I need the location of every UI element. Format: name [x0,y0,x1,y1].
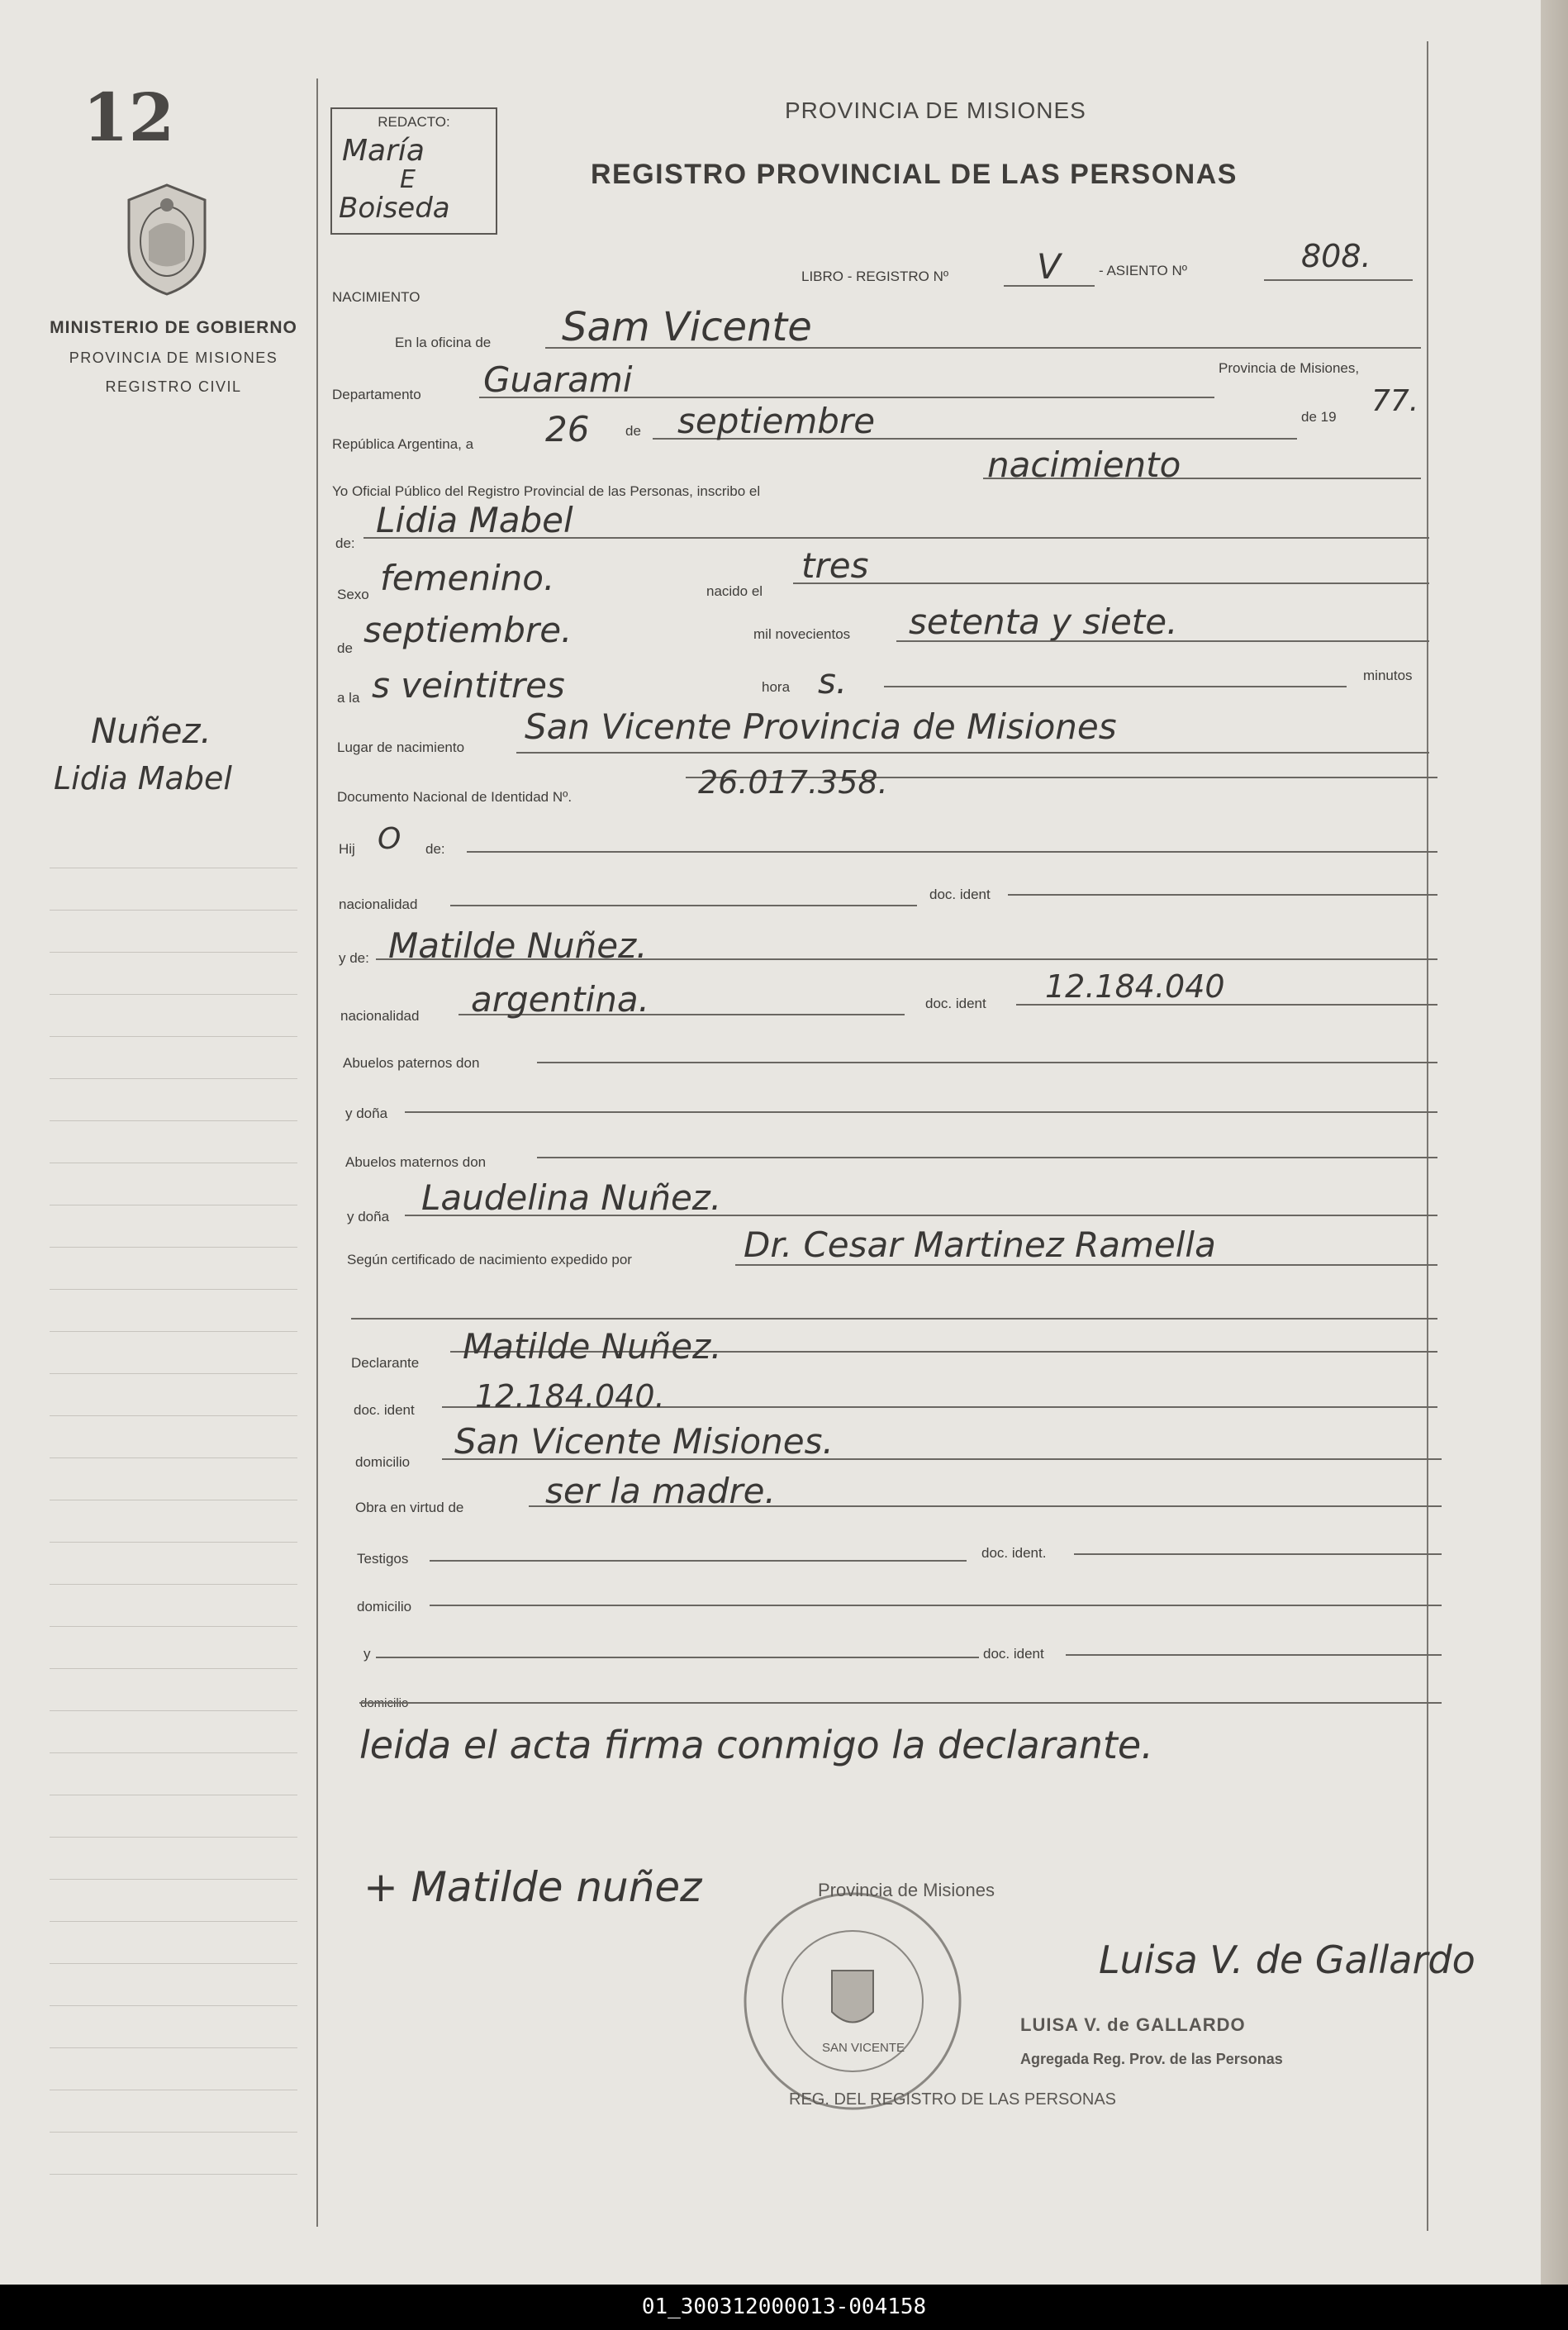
coat-of-arms-icon [124,182,211,297]
sexo-label: Sexo [337,587,369,602]
docident5-line [1066,1654,1442,1656]
hora-label: hora [762,679,791,695]
name-value: Lidia Mabel [376,500,573,540]
lugar-value: San Vicente Provincia de Misiones [525,706,1117,747]
domicilio2-line [430,1605,1442,1606]
redacto-name-1: María [342,134,425,168]
asiento-value: 808. [1301,238,1371,274]
obra-label: Obra en virtud de [355,1500,464,1515]
y-label: y [363,1646,371,1662]
ydona1-label: y doña [345,1106,388,1121]
page-edge [1541,0,1568,2285]
official-signature: Luisa V. de Gallardo [1099,1938,1475,1982]
docident4-label: doc. ident. [981,1545,1047,1561]
docident1-line [1008,894,1437,896]
prov-label: Provincia de Misiones, [1219,360,1360,376]
mil-value: setenta y siete. [909,602,1178,642]
redacto-name-2: E [400,165,416,194]
docident2-label: doc. ident [925,996,986,1011]
province-name: PROVINCIA DE MISIONES [69,350,278,366]
redacto-name-3: Boiseda [339,192,450,225]
stamp-inner-text: REG. DEL REGISTRO DE LAS PERSONAS [789,2090,1117,2109]
nac1-line [450,905,917,906]
docident2-value: 12.184.040 [1045,968,1225,1005]
nacido-line [793,582,1429,584]
hijo-line [467,851,1437,853]
declarant-signature: + Matilde nuñez [363,1863,702,1911]
domicilio-value: San Vicente Misiones. [454,1421,834,1462]
dni-label: Documento Nacional de Identidad Nº. [337,789,573,805]
hijo-de-label: de: [425,841,445,857]
dni-value: 26.017.358. [698,764,888,801]
stamp-outer-text: Provincia de Misiones [818,1880,995,1900]
hora-value: s. [818,661,848,701]
ydona2-label: y doña [347,1209,390,1224]
year-label: de 19 [1301,409,1337,425]
abp-label: Abuelos paternos don [343,1055,480,1071]
office-label: En la oficina de [395,335,492,350]
right-margin-rule [1427,41,1428,2231]
office-value: Sam Vicente [562,304,812,350]
asiento-line [1264,279,1413,281]
docident3-label: doc. ident [354,1402,415,1418]
nac2-label: nacionalidad [340,1008,420,1024]
name-label: de: [335,535,355,551]
mother-value: Matilde Nuñez. [388,925,648,966]
cert-value: Dr. Cesar Martinez Ramella [744,1224,1216,1265]
registry-stamp-icon [739,1888,967,2115]
domicilio2-label: domicilio [357,1599,412,1614]
margin-note-surname: Nuñez. [91,711,211,751]
dept-value: Guarami [483,359,633,400]
alas-value: s veintitres [372,665,565,706]
de-label: de [625,423,641,439]
ministry-block [50,318,297,396]
stamp-center-text: SAN VICENTE [822,2041,905,2055]
image-code: 01_300312000013-004158 [0,2285,1568,2330]
lugar-label: Lugar de nacimiento [337,739,465,755]
margin-ruled-lines [50,826,297,2190]
asiento-label: - ASIENTO Nº [1099,263,1187,278]
registry-title: REGISTRO PROVINCIAL DE LAS PERSONAS [591,159,1238,190]
nacido-label: nacido el [706,583,763,599]
nac2-value: argentina. [471,979,649,1020]
nacido-value: tres [801,545,869,586]
declarante-label: Declarante [351,1355,420,1371]
abp-line [537,1062,1437,1063]
lugar-line [516,752,1429,754]
docident3-value: 12.184.040. [475,1378,665,1415]
hora-line [884,686,1347,687]
province-title: PROVINCIA DE MISIONES [785,97,1086,123]
alas-label: a la [337,690,360,706]
redacto-label: REDACTO: [378,114,450,130]
oficial-value: nacimiento [987,445,1181,485]
obra-value: ser la madre. [545,1471,776,1511]
testigos-label: Testigos [357,1551,409,1567]
testigos-line [430,1560,967,1562]
rep-label: República Argentina, a [332,436,474,452]
abm-line [537,1157,1437,1158]
sexo-value: femenino. [380,558,555,598]
redacto-box [330,107,497,235]
mother-label: y de: [339,950,369,966]
left-margin-rule [316,78,318,2227]
ministry-name: MINISTERIO DE GOBIERNO [50,318,297,337]
libro-label: LIBRO - REGISTRO Nº [801,269,949,284]
ydona1-line [405,1111,1437,1113]
domicilio-label: domicilio [355,1454,411,1470]
nac1-label: nacionalidad [339,896,418,912]
official-title: Agregada Reg. Prov. de las Personas [1020,2051,1283,2067]
de3-label: de [337,640,353,656]
domicilio3-line [359,1702,1442,1704]
declarante-value: Matilde Nuñez. [463,1326,722,1367]
record-type-label: NACIMIENTO [332,289,421,305]
docident1-label: doc. ident [929,887,991,902]
cert-line-2 [351,1318,1437,1320]
leida-text: leida el acta firma conmigo la declarante. [359,1723,1153,1767]
libro-value: V [1037,246,1061,287]
y-line [376,1657,979,1658]
month-value: septiembre [677,401,876,441]
hijo-label: Hij [339,841,355,857]
cert-label: Según certificado de nacimiento expedido por [347,1252,632,1267]
abm-label: Abuelos maternos don [345,1154,487,1170]
minutos-label: minutos [1363,668,1413,683]
docident4-line [1074,1553,1442,1555]
year-value: 77. [1371,384,1419,418]
margin-note-names: Lidia Mabel [54,760,232,796]
page-number: 12 [83,78,175,156]
oficial-label: Yo Oficial Público del Registro Provincial de las Personas, inscribo el [332,483,761,499]
month2-value: septiembre. [363,610,573,650]
dept-label: Departamento [332,387,421,402]
registry-name: REGISTRO CIVIL [105,378,242,395]
docident5-label: doc. ident [983,1646,1044,1662]
official-name: LUISA V. de GALLARDO [1020,2014,1246,2035]
ydona2-value: Laudelina Nuñez. [421,1177,722,1218]
day-value: 26 [545,409,590,449]
hijo-value: O [378,822,402,856]
mil-label: mil novecientos [753,626,851,642]
